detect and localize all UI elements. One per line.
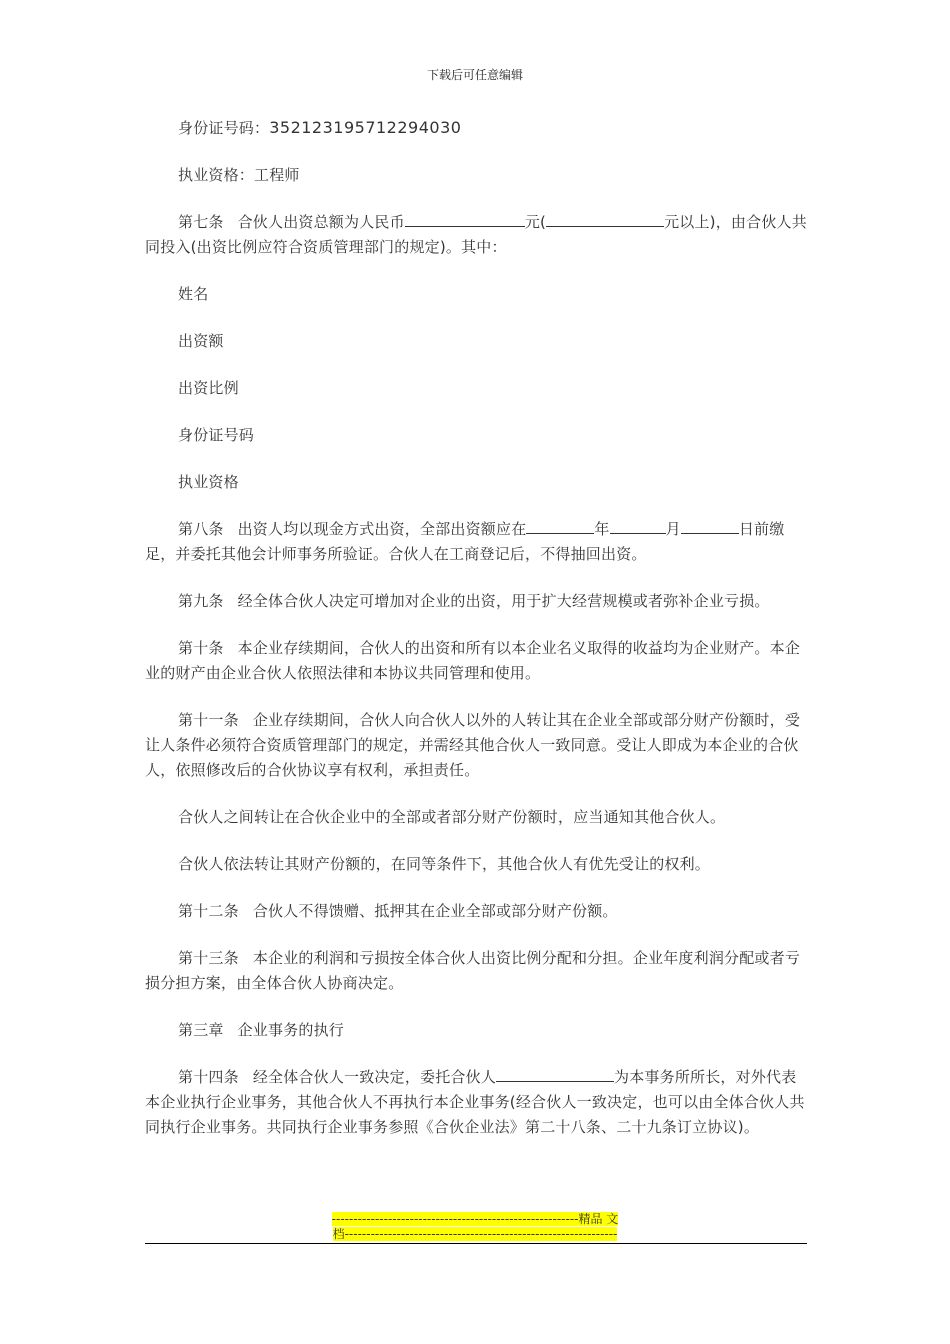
article-8 [145,517,807,567]
article-14 [145,1065,807,1140]
article-9 [145,589,807,614]
transfer-notice: 合伙人之间转让在合伙企业中的全部或者部分财产份额时，应当通知其他合伙人。 [178,808,726,826]
chapter-3 [145,1018,807,1043]
article-7-text-c: 元以上)，由合伙人共同投入(出资比例应符合资质管理部门的规定)。其中： [145,213,807,256]
article-11 [145,708,807,783]
blank-director [496,1066,614,1082]
footer-watermark-line-1 [0,1212,950,1227]
article-13-text: 本企业的利润和亏损按全体合伙人出资比例分配和分担。企业年度利润分配或者亏损分担方案，由全体合伙人协商决定。 [145,949,801,992]
blank-year [526,518,594,534]
id-value: 352123195712294030 [269,118,462,137]
id-label: 身份证号码： [178,119,270,137]
footer-watermark-line-2 [0,1227,950,1242]
field-name: 姓名 [178,285,209,303]
article-7-heading: 第七条 [178,213,224,231]
field-amount: 出资额 [178,332,224,350]
article-8-text-b: 日前缴足，并委托其他会计师事务所验证。合伙人在工商登记后，不得抽回出资。 [145,520,785,563]
qualification-line: 执业资格：工程师 [178,166,300,184]
chapter-3-heading: 第三章 [178,1021,224,1039]
footer-divider [145,1243,807,1244]
article-8-heading: 第八条 [178,520,224,538]
article-12 [145,899,807,924]
blank-min-capital [546,211,664,227]
article-8-year: 年 [594,520,610,538]
article-14-text-a: 经全体合伙人一致决定，委托合伙人 [252,1068,497,1086]
article-7-text-b: 元( [524,213,547,231]
article-12-heading: 第十二条 [178,902,239,920]
article-13-heading: 第十三条 [178,949,239,967]
article-10-text: 本企业存续期间，合伙人的出资和所有以本企业名义取得的收益均为企业财产。本企业的财产由企业合伙人依照法律和本协议共同管理和使用。 [145,639,801,682]
field-qualification: 执业资格 [178,473,239,491]
page-header: 下载后可任意编辑 [426,68,523,82]
article-12-text: 合伙人不得馈赠、抵押其在企业全部或部分财产份额。 [252,902,618,920]
article-8-month: 月 [665,520,681,538]
article-10-heading: 第十条 [178,639,224,657]
article-8-text-a: 出资人均以现金方式出资，全部出资额应在 [237,520,527,538]
field-ratio: 出资比例 [178,379,239,397]
blank-day [681,518,739,534]
transfer-priority: 合伙人依法转让其财产份额的，在同等条件下，其他合伙人有优先受让的权利。 [178,855,711,873]
footer-watermark-text-1: ---------------------------------------------------------精品 文 [331,1212,619,1226]
document-body [145,115,807,1162]
blank-total-capital [405,211,525,227]
article-9-heading: 第九条 [178,592,224,610]
article-11-heading: 第十一条 [178,711,239,729]
field-id-number: 身份证号码 [178,426,255,444]
article-7 [145,210,807,260]
article-11-text: 企业存续期间，合伙人向合伙人以外的人转让其在企业全部或部分财产份额时，受让人条件必须符合资质管理部门的规定，并需经其他合伙人一致同意。受让人即成为本企业的合伙人，依照修改后的合伙协议享有权利，承担责任。 [145,711,801,779]
chapter-3-title: 企业事务的执行 [237,1021,345,1039]
footer-watermark-text-2: 档--------------------------------------------------------------- [332,1227,618,1241]
id-number-line [145,115,807,141]
blank-month [610,518,666,534]
article-14-heading: 第十四条 [178,1068,239,1086]
article-7-text-a: 合伙人出资总额为人民币 [237,213,405,231]
article-14-text-b: 为本事务所所长，对外代表本企业执行企业事务，其他合伙人不再执行本企业事务(经合伙人一致决定，也可以由全体合伙人共同执行企业事务。共同执行企业事务参照《合伙企业法》第二十八条、二十九条订立协议)。 [145,1068,805,1136]
article-9-text: 经全体合伙人决定可增加对企业的出资，用于扩大经营规模或者弥补企业亏损。 [237,592,770,610]
article-13 [145,946,807,996]
article-10 [145,636,807,686]
